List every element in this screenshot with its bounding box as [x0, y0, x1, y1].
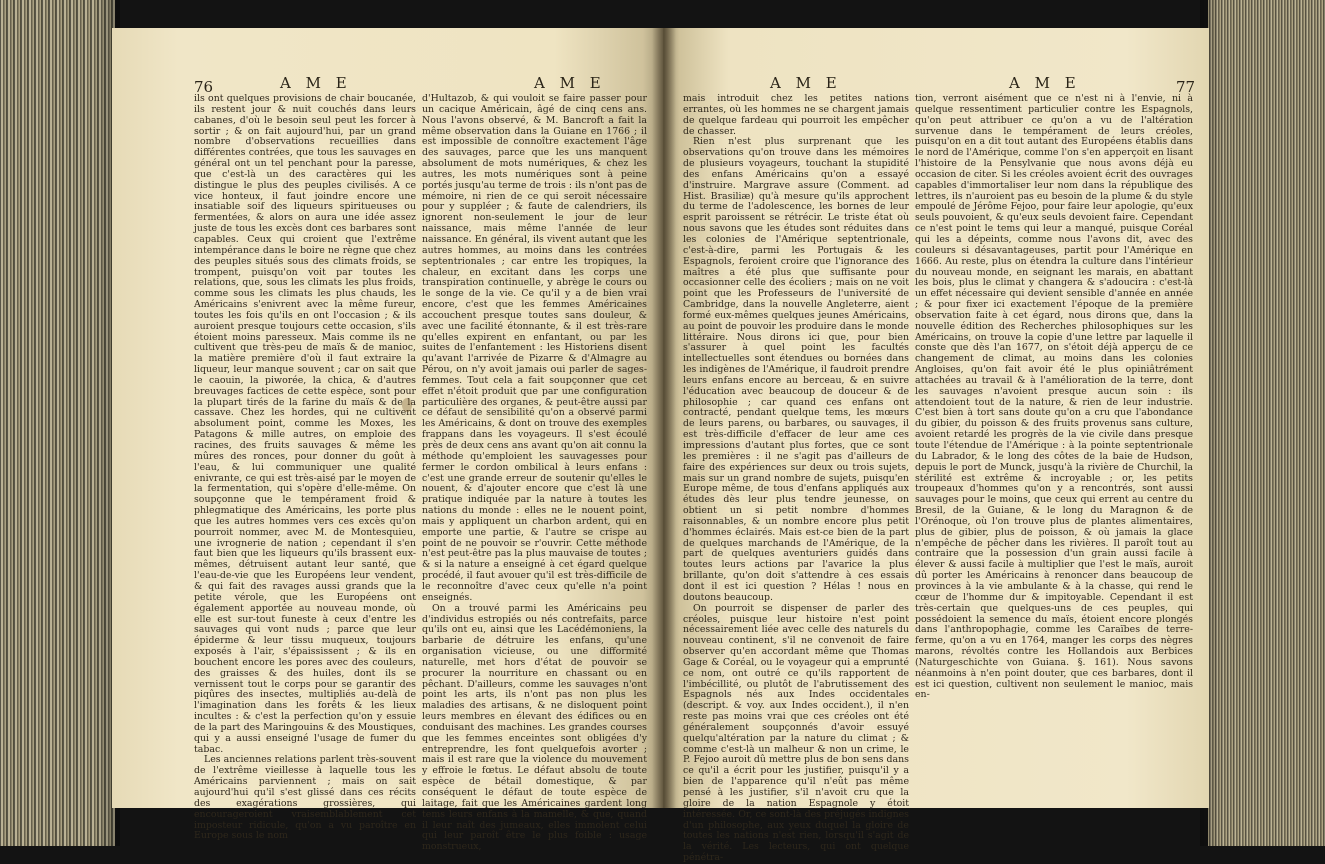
paragraph: Les anciennes relations parlent très-souvent de l'extrême vieillesse à laquelle tous les Américains parviennent ; mais on sait aujourd'hui qu'il s'est glissé dans ces récits des exagérations grossières, qui encourageroient vraisemblablement cet imposteur ridicule, qu'on a vu paroître en Europe sous le nom: [194, 754, 416, 842]
right-page-edges: [1208, 0, 1325, 846]
right-page-column-1: [683, 93, 909, 864]
paragraph: On pourroit se dispenser de parler des créoles, puisque leur histoire n'est point nécessairement liée avec celle des naturels du nouveau continent, s'il ne convenoit de faire observer qu'en accordant même que Thomas Gage & Coréal, ou le voyageur qui a emprunté ce nom, ont outré ce qu'ils rapportent de l'imbécillité, ou plutôt de l'abrutissement des Espagnols nés aux Indes occidentales (descript. & voy. aux Indes occident.), il n'en reste pas moins vrai que ces créoles ont été généralement soupçonnés d'avoir essuyé quelqu'altération par la nature du climat ; & comme c'est-là un malheur & non un crime, le P. Fejoo auroit dû mettre plus de bon sens dans ce qu'il a écrit pour les justifier, puisqu'il y a bien de l'apparence qu'il n'eût pas même pensé à les justifier, s'il n'avoit cru que la gloire de la nation Espagnole y étoit intéressée. Or, ce sont-là des préjugés indignes d'un philosophe, aux yeux duquel la gloire de toutes les nations n'est rien, lorsqu'il s'agit de la vérité. Les lecteurs, qui ont quelque pénétra-: [683, 602, 909, 864]
right-page-number: 77: [1176, 78, 1196, 96]
right-page: [663, 28, 1209, 864]
left-page: [112, 28, 665, 853]
left-page-number: 76: [194, 78, 214, 96]
right-running-head-1: A M E: [770, 74, 842, 92]
paragraph: mais introduit chez les petites nations errantes, où les hommes ne se chargent jamais de quelque fardeau qui pourroit les empêcher de chasser.: [683, 93, 909, 137]
right-running-head-2: A M E: [1009, 74, 1081, 92]
left-running-head-1: A M E: [280, 74, 352, 92]
page-stain: [402, 398, 412, 412]
left-page-column-1: [194, 93, 416, 842]
paragraph: On a trouvé parmi les Américains peu d'individus estropiés ou nés contrefaits, parce qu'ils ont eu, ainsi que les Lacédémoniens, la barbarie de détruire les enfans, qu'une organisation vicieuse, ou une difformité naturelle, met hors d'état de pouvoir se procurer la nourriture en chassant ou en pêchant. D'ailleurs, comme les sauvages n'ont point les arts, ils n'ont pas non plus les maladies des artisans, & ne disloquent point leurs membres en élevant des édifices ou en conduisant des machines. Les grandes courses que les femmes enceintes sont obligées d'y entreprendre, les font quelquefois avorter ; mais il est rare que la violence du mouvement y effroie le fœtus. Le défaut absolu de toute espèce de bétail domestique, & par conséquent le défaut de toute espèce de laitage, fait que les Américaines gardent long tems leurs enfans à la mamelle, & que, quand il leur naît des jumeaux, elles immolent celui qui leur paroît être le plus foible : usage monstrueux,: [422, 602, 647, 853]
left-page-column-2: [422, 93, 647, 853]
paragraph: d'Hultazob, & qui vouloit se faire passer pour un cacique Américain, âgé de cinq cens ans. Nous l'avons observé, & M. Bancroft a fait la même observation dans la Guiane en 1766 ; il est impossible de connoître exactement l'âge des sauvages, parce que les uns manquent absolument de mots numériques, & chez les autres, les mots numériques sont à peine portés jusqu'au terme de trois : ils n'ont pas de mémoire, ni rien de ce qui seroit nécessaire pour y suppléer ; & faute de calendriers, ils ignorent non-seulement le jour de leur naissance, mais même l'année de leur naissance. En général, ils vivent autant que les autres hommes, au moins dans les contrées septentrionales ; car entre les tropiques, la chaleur, en excitant dans les corps une transpiration continuelle, y abrège le cours ou le songe de la vie. Ce qu'il y a de bien vrai encore, c'est que les femmes Américaines accouchent presque toutes sans douleur, & avec une facilité étonnante, & il est très-rare qu'elles expirent en enfantant, ou par les suites de l'enfantement : les Historiens disent qu'avant l'arrivée de Pizarre & d'Almagre au Pérou, on n'y avoit jamais oui parler de sages-femmes. Tout cela a fait soupçonner que cet effet n'étoit produit que par une configuration particulière des organes, & peut-être aussi par ce défaut de sensibilité qu'on a observé parmi les Américains, & dont on trouve des exemples frappans dans les voyageurs. Il s'est écoulé près de deux cens ans avant qu'on ait connu la méthode qu'emploient les sauvagesses pour fermer le cordon ombilical à leurs enfans : c'est une grande erreur de soutenir qu'elles le nouent, & d'ajouter encore que c'est là une pratique indiquée par la nature à toutes les nations du monde : elles ne le nouent point, mais y appliquent un charbon ardent, qui en emporte une partie, & l'autre se crispe au point de ne pouvoir se r'ouvrir. Cette méthode n'est peut-être pas la plus mauvaise de toutes ; & si la nature a enseigné à cet égard quelque procédé, il faut avouer qu'il est très-difficile de le reconnoître d'avec ceux qu'elle n'a point enseignés.: [422, 93, 647, 603]
paragraph: tion, verront aisément que ce n'est ni à l'envie, ni à quelque ressentiment particulier contre les Espagnols, qu'on peut attribuer ce qu'on a vu de l'altération survenue dans le tempérament de leurs créoles, puisqu'on en a dit tout autant des Européens établis dans le nord de l'Amérique, comme l'on s'en apperçoit en lisant l'histoire de la Pensylvanie que nous avons déjà eu occasion de citer. Si les créoles avoient écrit des ouvrages capables d'immortaliser leur nom dans la république des lettres, ils n'auroient pas eu besoin de la plume & du style empoulé de Jérôme Fejoo, pour faire leur apologie, qu'eux seuls pouvoient, & qu'eux seuls devoient faire. Cependant ce n'est point le tems qui leur a manqué, puisque Coréal qui les a dépeints, comme nous l'avons dit, avec des couleurs si désavantageuses, partit pour l'Amérique en 1666. Au reste, plus on étendra la culture dans l'intérieur du nouveau monde, en seignant les marais, en abattant les bois, plus le climat y changera & s'adoucira : c'est-là un effet nécessaire qui devient sensible d'année en année ; & pour fixer ici exactement l'époque de la première observation faite à cet égard, nous dirons que, dans la nouvelle édition des Recherches philosophiques sur les Américains, on trouve la copie d'une lettre par laquelle il conste que dès l'an 1677, on s'étoit déjà apperçu de ce changement de climat, au moins dans les colonies Angloises, qu'on fait avoir été le plus opiniâtrément attachées au travail & à l'amélioration de la terre, dont les sauvages n'avoient presque aucun soin : ils attendoient tout de la nature, & rien de leur industrie. C'est bien à tort sans doute qu'on a cru que l'abondance du gibier, du poisson & des fruits provenus sans culture, avoient retardé les progrès de la vie civile dans presque toute l'étendue de l'Amérique : à la pointe septentrionale du Labrador, & le long des côtes de la baie de Hudson, depuis le port de Munck, jusqu'à la rivière de Churchil, la stérilité est extrême & incroyable ; or, les petits troupeaux d'hommes qu'on y a rencontrés, sont aussi sauvages pour le moins, que ceux qui errent au centre du Bresil, de la Guiane, & le long du Maragnon & de l'Orénoque, où l'on trouve plus de plantes alimentaires, plus de gibier, plus de poisson, & où jamais la glace n'empêche de pêcher dans les rivières. Il paroît tout au contraire que la possession d'un grain aussi facile à élever & aussi facile à multiplier que l'est le maïs, auroit dû porter les Américains à renoncer dans beaucoup de provinces à la vie ambulante & à la chasse, qui rend le cœur de l'homme dur & impitoyable. Cependant il est très-certain que quelques-uns de ces peuples, qui possédoient la semence du maïs, étoient encore plongés dans l'anthropophagie, comme les Caraïbes de terre-ferme, qu'on a vu en 1764, manger les corps des nègres marons, révoltés contre les Hollandois aux Berbices (Naturgeschichte von Guiana. §. 161). Nous savons néanmoins à n'en point douter, que ces barbares, dont il est ici question, cultivent non seulement le manioc, mais en-: [915, 93, 1193, 701]
paragraph: ils ont quelques provisions de chair boucanée, ils restent jour & nuit couchés dans leurs cabanes, d'où le besoin seul peut les forcer à sortir ; & on fait aujourd'hui, par un grand nombre d'observations recueillies dans différentes contrées, que tous les sauvages en général ont un tel penchant pour la paresse, que c'est-là un des caractères qui les distingue le plus des peuples civilisés. A ce vice honteux, il faut joindre encore une insatiable soif des liqueurs spiritueuses ou fermentées, & alors on aura une idée assez juste de tous les excès dont ces barbares sont capables. Ceux qui croient que l'extrême intempérance dans le boire ne règne que chez des peuples situés sous des climats froids, se trompent, puisqu'on voit par toutes les relations, que, sous les climats les plus froids, comme sous les climats les plus chauds, les Américains s'enivrent avec la même fureur, toutes les fois qu'ils en ont l'occasion ; & ils auroient presque toujours cette occasion, s'ils étoient moins paresseux. Mais comme ils ne cultivent que très-peu de maïs & de manioc, la matière première d'où il faut extraire la liqueur, leur manque souvent ; car on sait que le caouin, la piworée, la chica, & d'autres breuvages factices de cette espèce, sont pour la plupart tirés de la farine du maïs & de la cassave. Chez les hordes, qui ne cultivent absolument point, comme les Moxes, les Patagons & mille autres, on emploie des racines, des fruits sauvages & même les mûres des ronces, pour donner du goût à l'eau, & lui communiquer une qualité enivrante, ce qui est très-aisé par le moyen de la fermentation, qui s'opère d'elle-même. On soupçonne que le tempérament froid & phlegmatique des Américains, les porte plus que les autres hommes vers ces excès qu'on pourroit nommer, avec M. de Montesquieu, une ivrognerie de nation ; cependant il s'en faut bien que les liqueurs qu'ils brassent eux-mêmes, détruisent autant leur santé, que l'eau-de-vie que les Européens leur vendent, & qui fait des ravages aussi grands que la petite vérole, que les Européens ont également apportée au nouveau monde, où elle est sur-tout funeste à ceux d'entre les sauvages qui vont nuds ; parce que leur épiderme & leur tissu muqueux, toujours exposés à l'air, s'épaississent ; & ils en bouchent encore les pores avec des couleurs, des graisses & des huiles, dont ils se vernissent tout le corps pour se garantir des piqûres des insectes, multipliés au-delà de l'imagination dans les forêts & les lieux incultes : & c'est la perfection qu'on y essuie de la part des Maringouins & des Moustiques, qui y a aussi enseigné l'usage de fumer du tabac.: [194, 93, 416, 755]
book-gutter: [652, 28, 676, 808]
right-page-column-2: [915, 94, 1193, 774]
paragraph: Rien n'est plus surprenant que les observations qu'on trouve dans les mémoires de plusieurs voyageurs, touchant la stupidité des enfans Américains qu'on a essayé d'instruire. Margrave assure (Comment. ad Hist. Brasiliæ) qu'à mesure qu'ils approchent du terme de l'adolescence, les bornes de leur esprit paroissent se rétrécir. Le triste état où nous savons que les études sont réduites dans les colonies de l'Amérique septentrionale, c'est-à-dire, parmi les Portugais & les Espagnols, feroient croire que l'ignorance des maîtres a été plus que suffisante pour occasionner celle des écoliers ; mais on ne voit point que les Professeurs de l'université de Cambridge, dans la nouvelle Angleterre, aient formé eux-mêmes quelques jeunes Américains, au point de pouvoir les produire dans le monde littéraire. Nous dirons ici que, pour bien s'assurer à quel point les facultés intellectuelles sont étendues ou bornées dans les indigènes de l'Amérique, il faudroit prendre leurs enfans encore au berceau, & en suivre l'éducation avec beaucoup de douceur & de philosophie ; car quand ces enfans ont contracté, pendant quelque tems, les mœurs de leurs parens, ou barbares, ou sauvages, il est très-difficile d'effacer de leur ame ces impressions d'autant plus fortes, que ce sont les premières : il ne s'agit pas d'ailleurs de faire des expériences sur deux ou trois sujets, mais sur un grand nombre de sujets, puisqu'en Europe même, de tous d'enfans appliqués aux études dès leur plus tendre jeunesse, on obtient un si petit nombre d'hommes raisonnables, & un nombre encore plus petit d'hommes éclairés. Mais est-ce bien de la part de quelques marchands de l'Amérique, de la part de quelques aventuriers guidés dans toutes leurs actions par l'avarice la plus brillante, qu'on doit s'attendre à ces essais dont il est ici question ? Hélas ! nous en doutons beaucoup.: [683, 136, 909, 603]
left-running-head-2: A M E: [534, 74, 606, 92]
